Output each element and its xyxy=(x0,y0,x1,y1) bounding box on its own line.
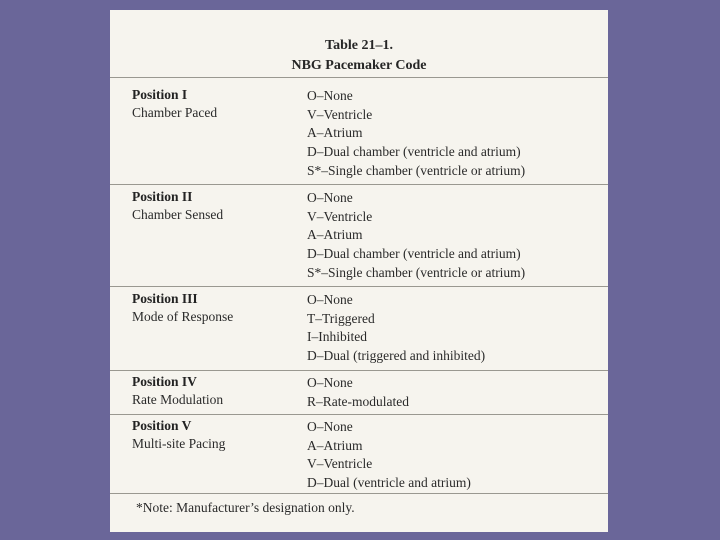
code-list xyxy=(307,418,471,493)
code-item: D–Dual (ventricle and atrium) xyxy=(307,475,471,491)
code-item: S*–Single chamber (ventricle or atrium) xyxy=(307,264,526,280)
code-list xyxy=(307,291,485,366)
table-title: NBG Pacemaker Code xyxy=(291,58,427,73)
code-item: A–Atrium xyxy=(307,437,363,453)
position-label: Position I xyxy=(132,87,188,102)
position-description: Multi-site Pacing xyxy=(132,436,226,451)
code-item: A–Atrium xyxy=(307,125,363,141)
section-rule xyxy=(110,184,608,185)
footnote: *Note: Manufacturer’s designation only. xyxy=(136,500,355,515)
code-list xyxy=(307,189,525,282)
code-item: O–None xyxy=(307,375,353,390)
code-item: S*–Single chamber (ventricle or atrium) xyxy=(307,162,526,178)
code-item: V–Ventricle xyxy=(307,208,373,224)
position-description: Rate Modulation xyxy=(132,392,224,407)
section-rule xyxy=(110,414,608,415)
code-item: A–Atrium xyxy=(307,227,363,243)
code-item: T–Triggered xyxy=(307,310,375,326)
code-item: O–None xyxy=(307,292,353,307)
code-item: D–Dual chamber (ventricle and atrium) xyxy=(307,144,521,160)
code-item: O–None xyxy=(307,419,353,434)
position-description: Chamber Sensed xyxy=(132,207,224,222)
code-list xyxy=(307,374,409,411)
code-item: V–Ventricle xyxy=(307,456,373,472)
section-rule xyxy=(110,286,608,287)
code-item: V–Ventricle xyxy=(307,106,373,122)
position-label: Position V xyxy=(132,418,192,433)
section-rule xyxy=(110,370,608,371)
code-item: O–None xyxy=(307,88,353,103)
code-item: I–Inhibited xyxy=(307,329,367,345)
header-rule xyxy=(110,77,608,78)
table-page xyxy=(110,10,608,532)
code-item: D–Dual chamber (ventricle and atrium) xyxy=(307,246,521,262)
position-description: Mode of Response xyxy=(132,309,234,324)
position-label: Position III xyxy=(132,291,198,306)
code-item: R–Rate-modulated xyxy=(307,393,409,409)
position-label: Position II xyxy=(132,189,193,204)
code-list xyxy=(307,87,525,180)
footer-rule xyxy=(110,493,608,494)
position-label: Position IV xyxy=(132,374,197,389)
table-number: Table 21–1. xyxy=(325,38,393,53)
code-item: O–None xyxy=(307,190,353,205)
code-item: D–Dual (triggered and inhibited) xyxy=(307,348,486,364)
position-description: Chamber Paced xyxy=(132,105,218,120)
